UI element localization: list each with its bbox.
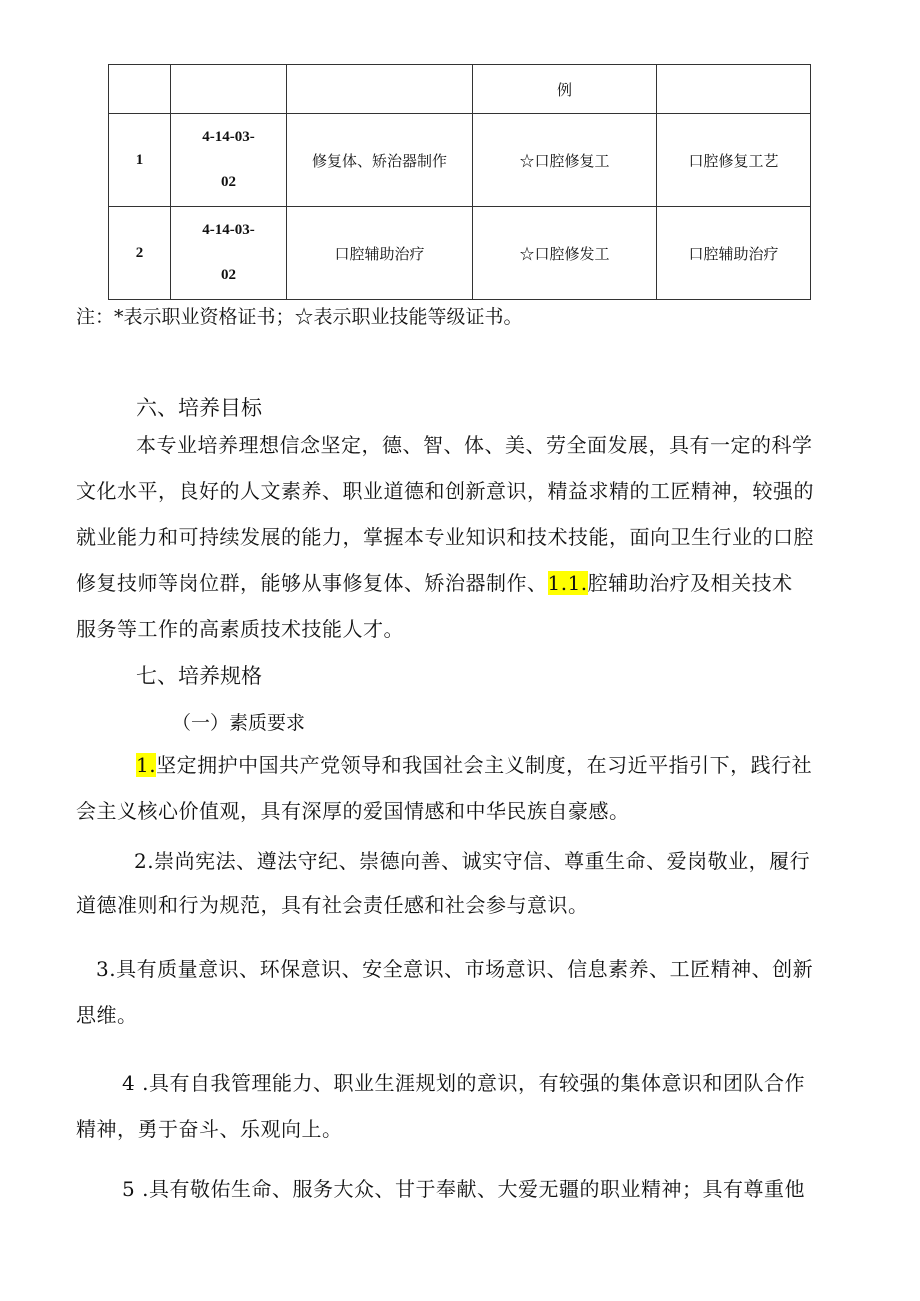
item-4-line-1: 4 .具有自我管理能力、职业生涯规划的意识，有较强的集体意识和团队合作 [122, 1071, 805, 1095]
job-direction: 口腔辅助治疗 [287, 207, 473, 300]
section-6-line-4-text: 修复技师等岗位群，能够从事修复体、矫治器制作、 [76, 571, 548, 595]
table-cell [657, 65, 811, 114]
section-6-line-3: 就业能力和可持续发展的能力，掌握本专业知识和技术技能，面向卫生行业的口腔 [76, 525, 814, 549]
section-6-line-4 [76, 560, 793, 606]
table-row [109, 207, 811, 300]
highlight-mark: 1. [136, 753, 157, 777]
row-number: 2 [109, 207, 171, 300]
certificate: ☆口腔修复工 [473, 114, 657, 207]
table-cell [109, 65, 171, 114]
course: 口腔辅助治疗 [657, 207, 811, 300]
section-6-title: 六、培养目标 [136, 396, 262, 420]
item-2-line-2: 道德准则和行为规范，具有社会责任感和社会参与意识。 [76, 893, 589, 917]
occupation-code [171, 207, 287, 300]
table-row-header-tail [109, 65, 811, 114]
course: 口腔修复工艺 [657, 114, 811, 207]
highlight-mark: 1.1. [547, 571, 588, 595]
section-6-line-4-tail: 腔辅助治疗及相关技术 [587, 571, 793, 595]
section-6-line-2: 文化水平，良好的人文素养、职业道德和创新意识，精益求精的工匠精神，较强的 [76, 479, 814, 503]
certificate: ☆口腔修发工 [473, 207, 657, 300]
item-4-line-2: 精神，勇于奋斗、乐观向上。 [76, 1117, 343, 1141]
item-1-line-1 [136, 742, 812, 788]
occupation-code-line2: 02 [221, 174, 236, 190]
row-number: 1 [109, 114, 171, 207]
occupation-code [171, 114, 287, 207]
item-3-line-1: 3.具有质量意识、环保意识、安全意识、市场意识、信息素养、工匠精神、创新 [96, 957, 814, 981]
section-6-line-1: 本专业培养理想信念坚定，德、智、体、美、劳全面发展，具有一定的科学 [136, 433, 813, 457]
section-7-title: 七、培养规格 [136, 664, 262, 688]
subsection-title: （一）素质要求 [172, 712, 306, 734]
table-note: 注：*表示职业资格证书；☆表示职业技能等级证书。 [76, 306, 523, 328]
career-table [108, 64, 811, 300]
occupation-code-line1: 4-14-03- [202, 129, 255, 145]
section-6-line-5: 服务等工作的高素质技术技能人才。 [76, 617, 404, 641]
occupation-code-line2: 02 [221, 267, 236, 283]
item-2-line-1: 2.崇尚宪法、遵法守纪、崇德向善、诚实守信、尊重生命、爱岗敬业，履行 [134, 849, 811, 873]
table-row [109, 114, 811, 207]
table-cell: 例 [473, 65, 657, 114]
item-1-line-2: 会主义核心价值观，具有深厚的爱国情感和中华民族自豪感。 [76, 799, 630, 823]
occupation-code-line1: 4-14-03- [202, 222, 255, 238]
item-5-line-1: 5 .具有敬佑生命、服务大众、甘于奉献、大爱无疆的职业精神；具有尊重他 [122, 1177, 805, 1201]
job-direction: 修复体、矫治器制作 [287, 114, 473, 207]
item-3-line-2: 思维。 [76, 1003, 138, 1027]
table-cell [171, 65, 287, 114]
item-1-text: 坚定拥护中国共产党领导和我国社会主义制度，在习近平指引下，践行社 [156, 753, 813, 777]
table-cell [287, 65, 473, 114]
